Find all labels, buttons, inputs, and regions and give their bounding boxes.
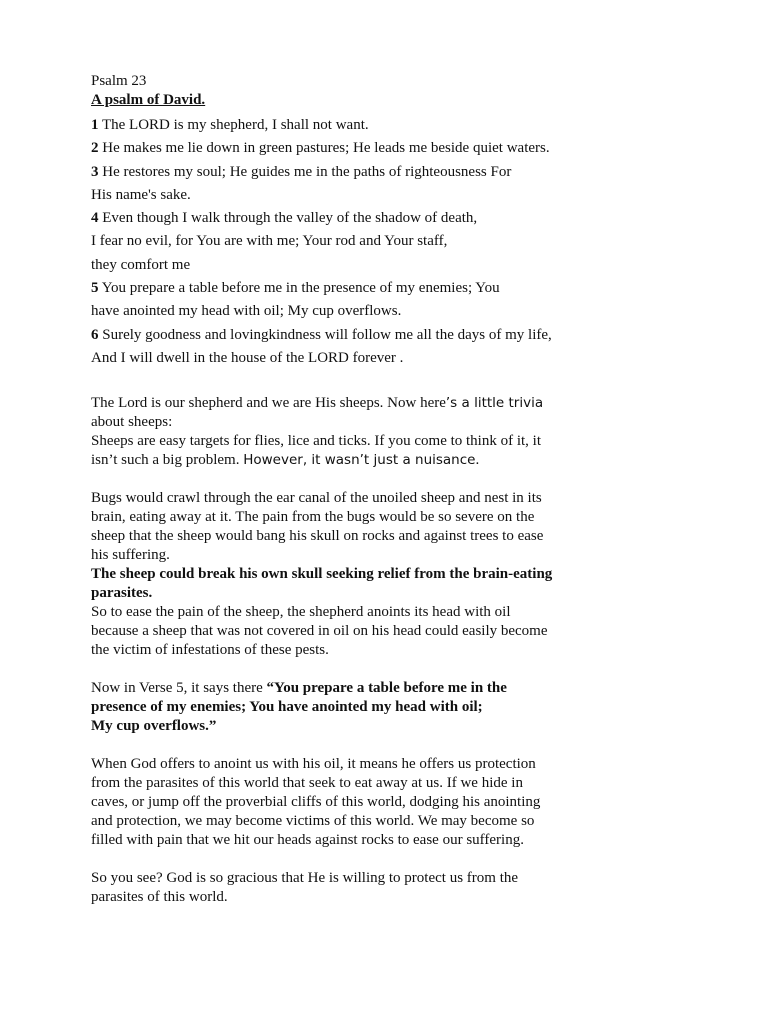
text-run: . bbox=[475, 452, 480, 469]
text-run: However, it wasn’t just a nuisance bbox=[243, 452, 476, 469]
verse-2 bbox=[91, 137, 691, 160]
paragraph-line: sheep that the sheep would bang his skull on rocks and against trees to ease bbox=[91, 528, 544, 545]
paragraph-line bbox=[91, 679, 691, 698]
verse-4 bbox=[91, 207, 691, 230]
verse-4-continued: I fear no evil, for You are with me; Your rod and Your staff, bbox=[91, 233, 448, 250]
spacer bbox=[91, 736, 691, 755]
paragraph-line: because a sheep that was not covered in oil on his head could easily become bbox=[91, 623, 548, 640]
commentary-paragraph-4 bbox=[91, 755, 691, 850]
paragraph-line: Bugs would crawl through the ear canal of the unoiled sheep and nest in its bbox=[91, 490, 542, 507]
spacer bbox=[91, 660, 691, 679]
verse-3-continued: His name's sake. bbox=[91, 186, 191, 203]
verse-3 bbox=[91, 161, 691, 184]
verse-number: 6 bbox=[91, 326, 99, 343]
psalm-verses bbox=[91, 114, 691, 370]
text-run: The Lord is our shepherd and we are His sheeps. Now here bbox=[91, 395, 446, 412]
psalm-title: Psalm 23 bbox=[91, 73, 147, 89]
verse-number: 5 bbox=[91, 280, 99, 297]
verse-5 bbox=[91, 277, 691, 300]
quote-text: “You prepare a table before me in the bbox=[266, 680, 507, 697]
paragraph-line: parasites of this world. bbox=[91, 889, 228, 906]
paragraph-line: So you see? God is so gracious that He is willing to protect us from the bbox=[91, 870, 519, 887]
verse-text: You prepare a table before me in the presence of my enemies; You bbox=[101, 280, 500, 297]
spacer bbox=[91, 470, 691, 489]
quote-line: My cup overflows.” bbox=[91, 718, 217, 735]
paragraph-line: filled with pain that we hit our heads against rocks to ease our suffering. bbox=[91, 832, 524, 849]
commentary-paragraph-2 bbox=[91, 489, 691, 660]
verse-text: Even though I walk through the valley of the shadow of death, bbox=[102, 210, 478, 227]
document-page bbox=[91, 72, 691, 907]
paragraph-line: caves, or jump off the proverbial cliffs of this world, dodging his anointing bbox=[91, 794, 541, 811]
verse-text: Surely goodness and lovingkindness will follow me all the days of my life, bbox=[102, 326, 552, 343]
paragraph-line: from the parasites of this world that seek to eat away at us. If we hide in bbox=[91, 775, 523, 792]
paragraph-line bbox=[91, 394, 691, 413]
paragraph-line: When God offers to anoint us with his oil, it means he offers us protection bbox=[91, 756, 536, 773]
verse-6 bbox=[91, 324, 691, 347]
verse-text: He restores my soul; He guides me in the paths of righteousness For bbox=[102, 163, 512, 180]
paragraph-line: Sheeps are easy targets for flies, lice and ticks. If you come to think of it, it bbox=[91, 433, 542, 450]
verse-number: 3 bbox=[91, 163, 99, 180]
verse-4-continued: they comfort me bbox=[91, 256, 191, 273]
spacer bbox=[91, 370, 691, 394]
verse-5-continued: have anointed my head with oil; My cup overflows. bbox=[91, 303, 402, 320]
verse-number: 1 bbox=[91, 117, 99, 133]
spacer bbox=[91, 850, 691, 869]
commentary-paragraph-5 bbox=[91, 869, 691, 907]
psalm-subtitle: A psalm of David. bbox=[91, 92, 206, 108]
quote-line: presence of my enemies; You have anointed my head with oil; bbox=[91, 699, 483, 716]
verse-6-continued: And I will dwell in the house of the LORD forever . bbox=[91, 349, 404, 366]
paragraph-line: about sheeps: bbox=[91, 414, 173, 431]
paragraph-line: brain, eating away at it. The pain from the bugs would be so severe on the bbox=[91, 509, 535, 526]
text-run: ’s a little trivia bbox=[445, 395, 544, 412]
paragraph-line bbox=[91, 451, 691, 470]
verse-text: The LORD is my shepherd, I shall not want. bbox=[101, 117, 369, 133]
commentary-paragraph-3 bbox=[91, 679, 691, 736]
verse-number: 2 bbox=[91, 140, 99, 157]
text-run: Now in Verse 5, it says there bbox=[91, 680, 267, 697]
verse-number: 4 bbox=[91, 210, 99, 227]
paragraph-line: So to ease the pain of the sheep, the shepherd anoints its head with oil bbox=[91, 604, 511, 621]
emphasis-line: parasites. bbox=[91, 585, 153, 602]
text-run: isn’t such a big problem. bbox=[91, 452, 244, 469]
commentary-paragraph-1 bbox=[91, 394, 691, 470]
paragraph-line: the victim of infestations of these pests. bbox=[91, 642, 329, 659]
paragraph-line: and protection, we may become victims of this world. We may become so bbox=[91, 813, 535, 830]
verse-text: He makes me lie down in green pastures; He leads me beside quiet waters. bbox=[102, 140, 550, 157]
emphasis-line: The sheep could break his own skull seeking relief from the brain-eating bbox=[91, 566, 553, 583]
paragraph-line: his suffering. bbox=[91, 547, 170, 564]
verse-1 bbox=[91, 114, 691, 137]
